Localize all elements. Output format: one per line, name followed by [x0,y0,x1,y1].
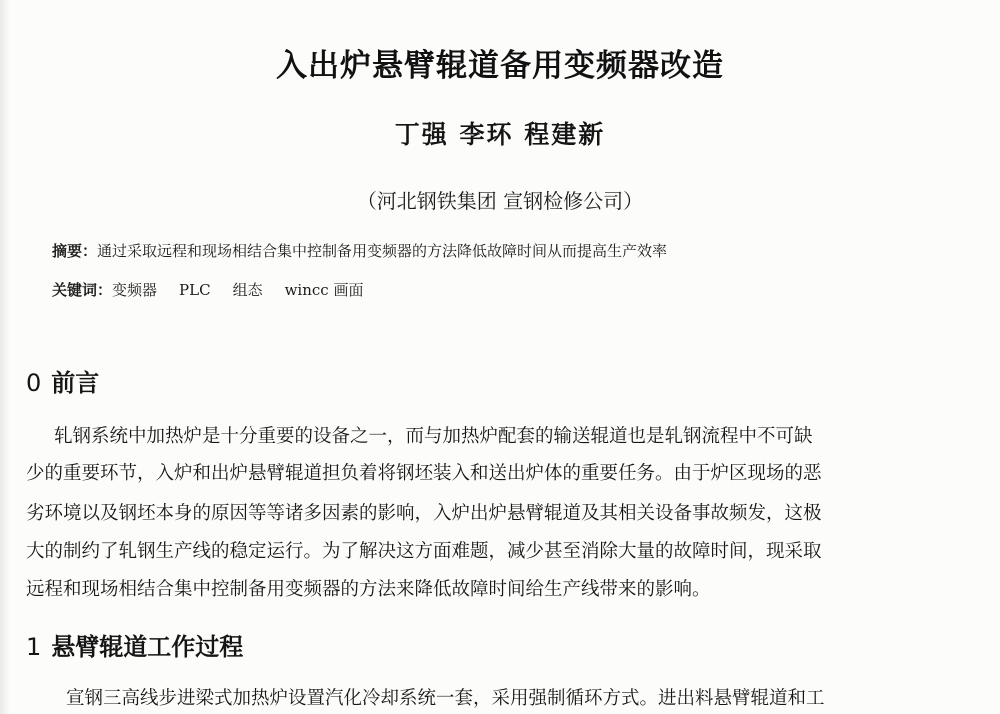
paper-authors: 丁强 李环 程建新 [394,120,606,149]
scan-margin-shadow [0,0,10,714]
keyword: PLC [179,281,211,299]
abstract-text: 通过采取远程和现场相结合集中控制备用变频器的方法降低故障时间从而提高生产效率 [97,242,668,260]
paper-title: 入出炉悬臂辊道备用变频器改造 [276,48,724,84]
section-number: 1 [26,633,42,661]
section-heading-cantilever-roller [26,627,243,662]
abstract [52,240,667,261]
section-title: 前言 [51,369,100,397]
paragraph-line: 少的重要环节，入炉和出炉悬臂辊道担负着将钢坯装入和送出炉体的重要任务。由于炉区现场的恶 [26,463,822,484]
keyword: wincc 画面 [284,281,364,299]
keywords-label: 关键词： [52,281,113,299]
keywords [52,279,363,300]
paragraph-line: 宣钢三高线步进梁式加热炉设置汽化冷却系统一套，采用强制循环方式。进出料悬臂辊道和工 [66,688,825,709]
keyword: 组态 [232,281,263,299]
section-title: 悬臂辊道工作过程 [51,633,244,661]
paper-affiliation: （河北钢铁集团 宣钢检修公司） [356,189,644,213]
paragraph-line: 劣环境以及钢坯本身的原因等等诸多因素的影响，入炉出炉悬臂辊道及其相关设备事故频发，这极 [26,503,822,524]
paragraph-line: 远程和现场相结合集中控制备用变频器的方法来降低故障时间给生产线带来的影响。 [26,579,711,600]
section-number: 0 [26,369,42,397]
section-heading-intro [26,363,99,398]
abstract-label: 摘要： [52,242,98,260]
keyword: 变频器 [112,281,158,299]
paragraph-line: 轧钢系统中加热炉是十分重要的设备之一，而与加热炉配套的输送辊道也是轧钢流程中不可缺 [54,426,813,447]
paragraph-line: 大的制约了轧钢生产线的稳定运行。为了解决这方面难题，减少甚至消除大量的故障时间，现采取 [26,541,822,562]
